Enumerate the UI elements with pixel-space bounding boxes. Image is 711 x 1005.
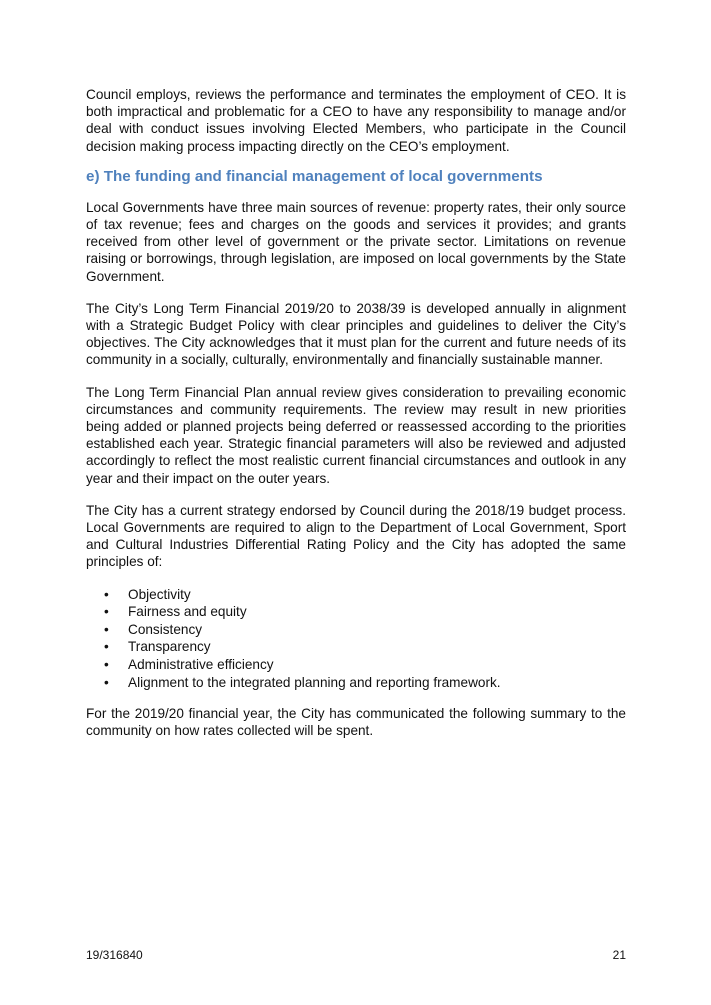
list-item [86,674,626,692]
document-page [86,86,626,755]
list-item [86,621,626,639]
bullet-icon: • [104,586,109,602]
bullet-icon: • [104,604,109,620]
paragraph-revenue-sources: Local Governments have three main sources of revenue: property rates, their only source of tax revenue; fees and charges on the goods and services it provides; and grants received from other level of government or the private sector. Limitations on revenue raising or borrowings, through legislation, are imposed on local governments by the State Government. [86,199,626,284]
list-item-label: Consistency [128,621,203,637]
list-item [86,586,626,604]
section-heading: e) The funding and financial management of local governments [86,167,543,185]
intro-paragraph: Council employs, reviews the performance and terminates the employment of CEO. It is both impractical and problematic for a CEO to have any responsibility to manage and/or deal with conduct issues involving Elected Members, who participate in the Council decision making process impacting directly on the CEO’s employment. [86,87,626,154]
paragraph-annual-review: The Long Term Financial Plan annual review gives consideration to prevailing economic circumstances and community requirements. The review may result in new priorities being added or planned projects being deferred or reassessed according to the priorities established each year. Strategic financial parameters will also be reviewed and adjusted accordingly to reflect the most realistic current financial circumstances and outlook in any year and their impact on the outer years. [86,384,626,486]
paragraph-long-term-financial: The City’s Long Term Financial 2019/20 to 2038/39 is developed annually in alignment with a Strategic Budget Policy with clear principles and guidelines to deliver the City’s objectives. The City acknowledges that it must plan for the current and future needs of its community in a socially, culturally, environmentally and financially sustainable manner. [86,300,626,368]
bullet-icon: • [104,674,109,690]
list-item [86,656,626,674]
list-item-label: Objectivity [128,586,191,602]
list-item-label: Fairness and equity [128,604,247,620]
list-item-label: Administrative efficiency [128,657,274,673]
closing-paragraph: For the 2019/20 financial year, the City has communicated the following summary to the community on how rates collected will be spent. [86,706,626,739]
bullet-icon: • [104,639,109,655]
list-item-label: Alignment to the integrated planning and reporting framework. [128,674,501,690]
list-item [86,638,626,656]
bullet-icon: • [104,621,109,637]
page-number: 21 [612,948,626,962]
principles-list [86,586,626,692]
list-item [86,603,626,621]
list-item-label: Transparency [128,639,211,655]
bullet-icon: • [104,657,109,673]
paragraph-current-strategy: The City has a current strategy endorsed by Council during the 2018/19 budget process. Local Governments are required to align to the Department of Local Government, Sport and Cultural Industries Differential Rating Policy and the City has adopted the same principles of: [86,502,626,570]
document-reference: 19/316840 [86,948,143,962]
